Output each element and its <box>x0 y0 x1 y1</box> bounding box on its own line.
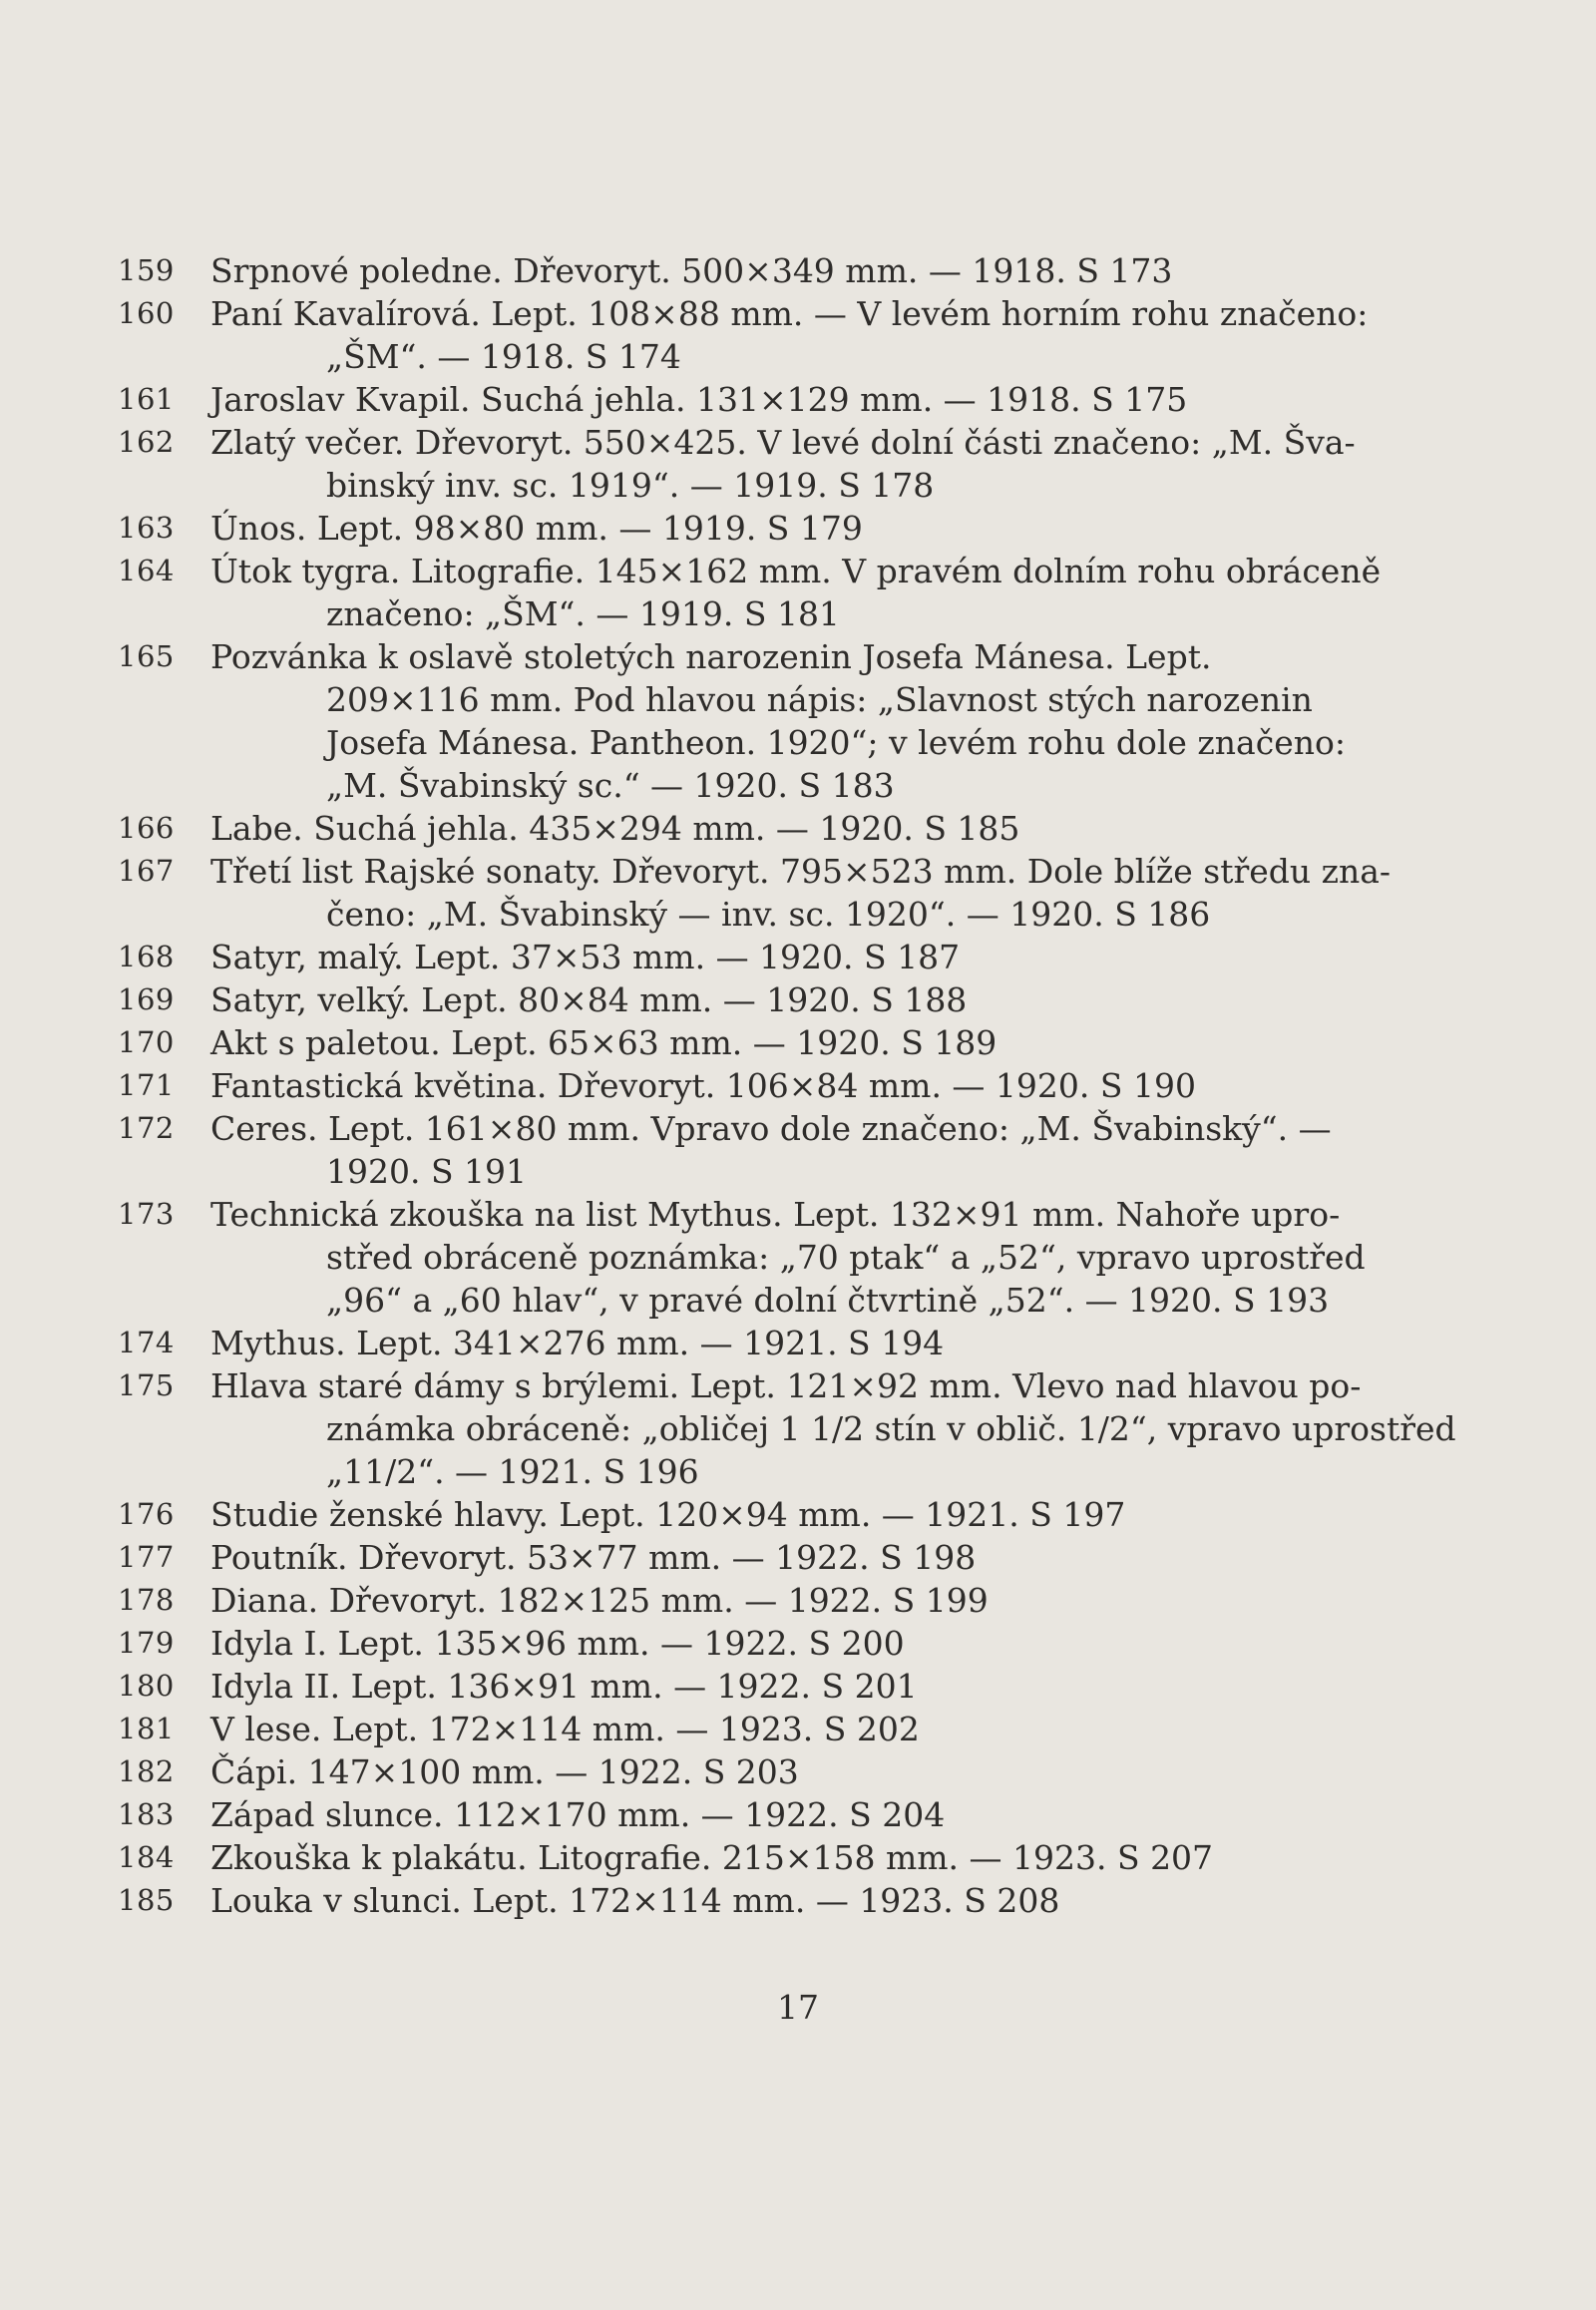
catalog-entry <box>118 1750 1345 1793</box>
catalog-entry <box>118 550 1382 635</box>
entry-line: Zkouška k plakátu. Litografie. 215×158 mm. — 1923. S 207 <box>210 1838 1214 1877</box>
catalog-entry <box>118 1107 1345 1193</box>
entry-line: Studie ženské hlavy. Lept. 120×94 mm. — 1921. S 197 <box>210 1495 1126 1534</box>
entry-number: 176 <box>118 1497 175 1531</box>
entry-line: 209×116 mm. Pod hlavou nápis: „Slavnost stých narozenin <box>326 680 1313 719</box>
catalog-entry <box>118 1193 1366 1322</box>
catalog-entry <box>118 378 1345 421</box>
entry-line: Ceres. Lept. 161×80 mm. Vpravo dole značeno: „M. Švabinský“. — <box>210 1109 1332 1148</box>
entry-text <box>210 292 1368 378</box>
entry-line: Čápi. 147×100 mm. — 1922. S 203 <box>210 1752 799 1791</box>
catalog-entry <box>118 635 1345 807</box>
catalog-list <box>118 249 1456 1922</box>
entry-line: Labe. Suchá jehla. 435×294 mm. — 1920. S 185 <box>210 809 1020 848</box>
catalog-entry <box>118 850 1392 936</box>
entry-line: čeno: „M. Švabinský — inv. sc. 1920“. — 1920. S 186 <box>326 895 1211 934</box>
entry-line: Akt s paletou. Lept. 65×63 mm. — 1920. S 189 <box>210 1023 998 1062</box>
catalog-entry <box>118 421 1356 507</box>
entry-number: 175 <box>118 1368 175 1402</box>
entry-number: 170 <box>118 1025 175 1059</box>
entry-number: 179 <box>118 1626 175 1660</box>
entry-line: „ŠM“. — 1918. S 174 <box>326 337 681 376</box>
entry-number: 182 <box>118 1754 175 1788</box>
entry-number: 185 <box>118 1883 175 1917</box>
entry-text <box>210 1750 1345 1793</box>
entry-line: Poutník. Dřevoryt. 53×77 mm. — 1922. S 198 <box>210 1538 977 1577</box>
entry-line: Satyr, malý. Lept. 37×53 mm. — 1920. S 187 <box>210 938 961 976</box>
entry-number: 169 <box>118 982 175 1016</box>
catalog-entry <box>118 292 1369 378</box>
entry-line: Únos. Lept. 98×80 mm. — 1919. S 179 <box>210 509 863 548</box>
entry-text <box>210 1579 1345 1622</box>
entry-text <box>210 1021 1345 1064</box>
catalog-entry <box>118 1536 1345 1579</box>
catalog-entry <box>118 1493 1345 1536</box>
entry-line: známka obráceně: „obličej 1 1/2 stín v oblič. 1/2“, vpravo uprostřed <box>326 1409 1456 1448</box>
entry-line: Hlava staré dámy s brýlemi. Lept. 121×92 mm. Vlevo nad hlavou po- <box>210 1366 1362 1405</box>
entry-line: Třetí list Rajské sonaty. Dřevoryt. 795×523 mm. Dole blíže středu zna- <box>210 852 1392 891</box>
entry-text <box>210 1493 1345 1536</box>
entry-text <box>210 850 1391 936</box>
catalog-entry <box>118 1622 1345 1665</box>
entry-line: binský inv. sc. 1919“. — 1919. S 178 <box>326 466 935 505</box>
entry-line: střed obráceně poznámka: „70 ptak“ a „52“, vpravo uprostřed <box>326 1238 1366 1277</box>
catalog-entry <box>118 507 1345 550</box>
entry-text <box>210 1193 1366 1322</box>
entry-number: 177 <box>118 1540 175 1574</box>
entry-text <box>210 1536 1345 1579</box>
catalog-entry <box>118 1322 1345 1364</box>
catalog-entry <box>118 1793 1345 1836</box>
entry-number: 162 <box>118 425 175 459</box>
entry-line: Idyla I. Lept. 135×96 mm. — 1922. S 200 <box>210 1624 905 1663</box>
entry-number: 159 <box>118 253 175 287</box>
entry-line: „96“ a „60 hlav“, v pravé dolní čtvrtině „52“. — 1920. S 193 <box>326 1281 1330 1320</box>
entry-line: Diana. Dřevoryt. 182×125 mm. — 1922. S 199 <box>210 1581 989 1620</box>
entry-number: 160 <box>118 296 175 330</box>
entry-number: 164 <box>118 554 175 587</box>
entry-text <box>210 421 1356 507</box>
entry-line: Pozvánka k oslavě stoletých narozenin Josefa Mánesa. Lept. <box>210 637 1212 676</box>
entry-text <box>210 378 1345 421</box>
entry-line: Satyr, velký. Lept. 80×84 mm. — 1920. S 188 <box>210 980 968 1019</box>
entry-line: Paní Kavalírová. Lept. 108×88 mm. — V levém horním rohu značeno: <box>210 294 1369 333</box>
entry-line: Josefa Mánesa. Pantheon. 1920“; v levém rohu dole značeno: <box>326 723 1346 762</box>
catalog-entry <box>118 807 1345 850</box>
entry-number: 183 <box>118 1797 175 1831</box>
entry-line: Útok tygra. Litografie. 145×162 mm. V pravém dolním rohu obráceně <box>210 552 1382 590</box>
entry-line: Srpnové poledne. Dřevoryt. 500×349 mm. — 1918. S 173 <box>210 251 1173 290</box>
entry-number: 174 <box>118 1326 175 1359</box>
entry-line: Jaroslav Kvapil. Suchá jehla. 131×129 mm. — 1918. S 175 <box>210 380 1188 419</box>
entry-text <box>210 1064 1345 1107</box>
entry-text <box>210 1879 1345 1922</box>
entry-number: 165 <box>118 639 175 673</box>
catalog-entry <box>118 1708 1345 1750</box>
entry-number: 161 <box>118 382 175 416</box>
catalog-entry <box>118 936 1345 978</box>
catalog-entry <box>118 1064 1345 1107</box>
entry-number: 167 <box>118 854 175 888</box>
catalog-entry <box>118 249 1345 292</box>
catalog-entry <box>118 1879 1345 1922</box>
entry-text <box>210 249 1345 292</box>
entry-number: 166 <box>118 811 175 845</box>
catalog-entry <box>118 1579 1345 1622</box>
entry-number: 171 <box>118 1068 175 1102</box>
catalog-entry <box>118 978 1345 1021</box>
entry-text <box>210 635 1346 807</box>
page-number: 17 <box>777 1988 819 2027</box>
entry-line: Zlatý večer. Dřevoryt. 550×425. V levé dolní části značeno: „M. Šva- <box>210 423 1356 462</box>
entry-text <box>210 936 1345 978</box>
entry-text <box>210 1793 1345 1836</box>
entry-line: značeno: „ŠM“. — 1919. S 181 <box>326 594 840 633</box>
entry-text <box>210 1107 1345 1193</box>
entry-number: 181 <box>118 1712 175 1745</box>
entry-text <box>210 807 1345 850</box>
catalog-entry <box>118 1021 1345 1064</box>
entry-text <box>210 550 1381 635</box>
entry-number: 180 <box>118 1669 175 1703</box>
entry-line: Louka v slunci. Lept. 172×114 mm. — 1923. S 208 <box>210 1881 1060 1920</box>
entry-text <box>210 1836 1345 1879</box>
entry-line: Technická zkouška na list Mythus. Lept. 132×91 mm. Nahoře upro- <box>210 1195 1341 1234</box>
entry-line: 1920. S 191 <box>326 1152 528 1191</box>
entry-number: 178 <box>118 1583 175 1617</box>
entry-text <box>210 507 1345 550</box>
entry-line: Mythus. Lept. 341×276 mm. — 1921. S 194 <box>210 1324 945 1362</box>
entry-line: Idyla II. Lept. 136×91 mm. — 1922. S 201 <box>210 1667 918 1706</box>
entry-number: 173 <box>118 1197 175 1231</box>
entry-line: „11/2“. — 1921. S 196 <box>326 1452 699 1491</box>
entry-number: 184 <box>118 1840 175 1874</box>
entry-line: „M. Švabinský sc.“ — 1920. S 183 <box>326 766 895 805</box>
entry-number: 168 <box>118 940 175 973</box>
entry-text <box>210 978 1345 1021</box>
entry-text <box>210 1665 1345 1708</box>
entry-line: Fantastická květina. Dřevoryt. 106×84 mm. — 1920. S 190 <box>210 1066 1196 1105</box>
entry-number: 163 <box>118 511 175 545</box>
entry-line: Západ slunce. 112×170 mm. — 1922. S 204 <box>210 1795 946 1834</box>
entry-line: V lese. Lept. 172×114 mm. — 1923. S 202 <box>210 1710 920 1748</box>
entry-text <box>210 1322 1345 1364</box>
entry-text <box>210 1622 1345 1665</box>
catalog-entry <box>118 1836 1345 1879</box>
entry-text <box>210 1364 1456 1493</box>
catalog-entry <box>118 1364 1456 1493</box>
entry-number: 172 <box>118 1111 175 1145</box>
entry-text <box>210 1708 1345 1750</box>
catalog-entry <box>118 1665 1345 1708</box>
